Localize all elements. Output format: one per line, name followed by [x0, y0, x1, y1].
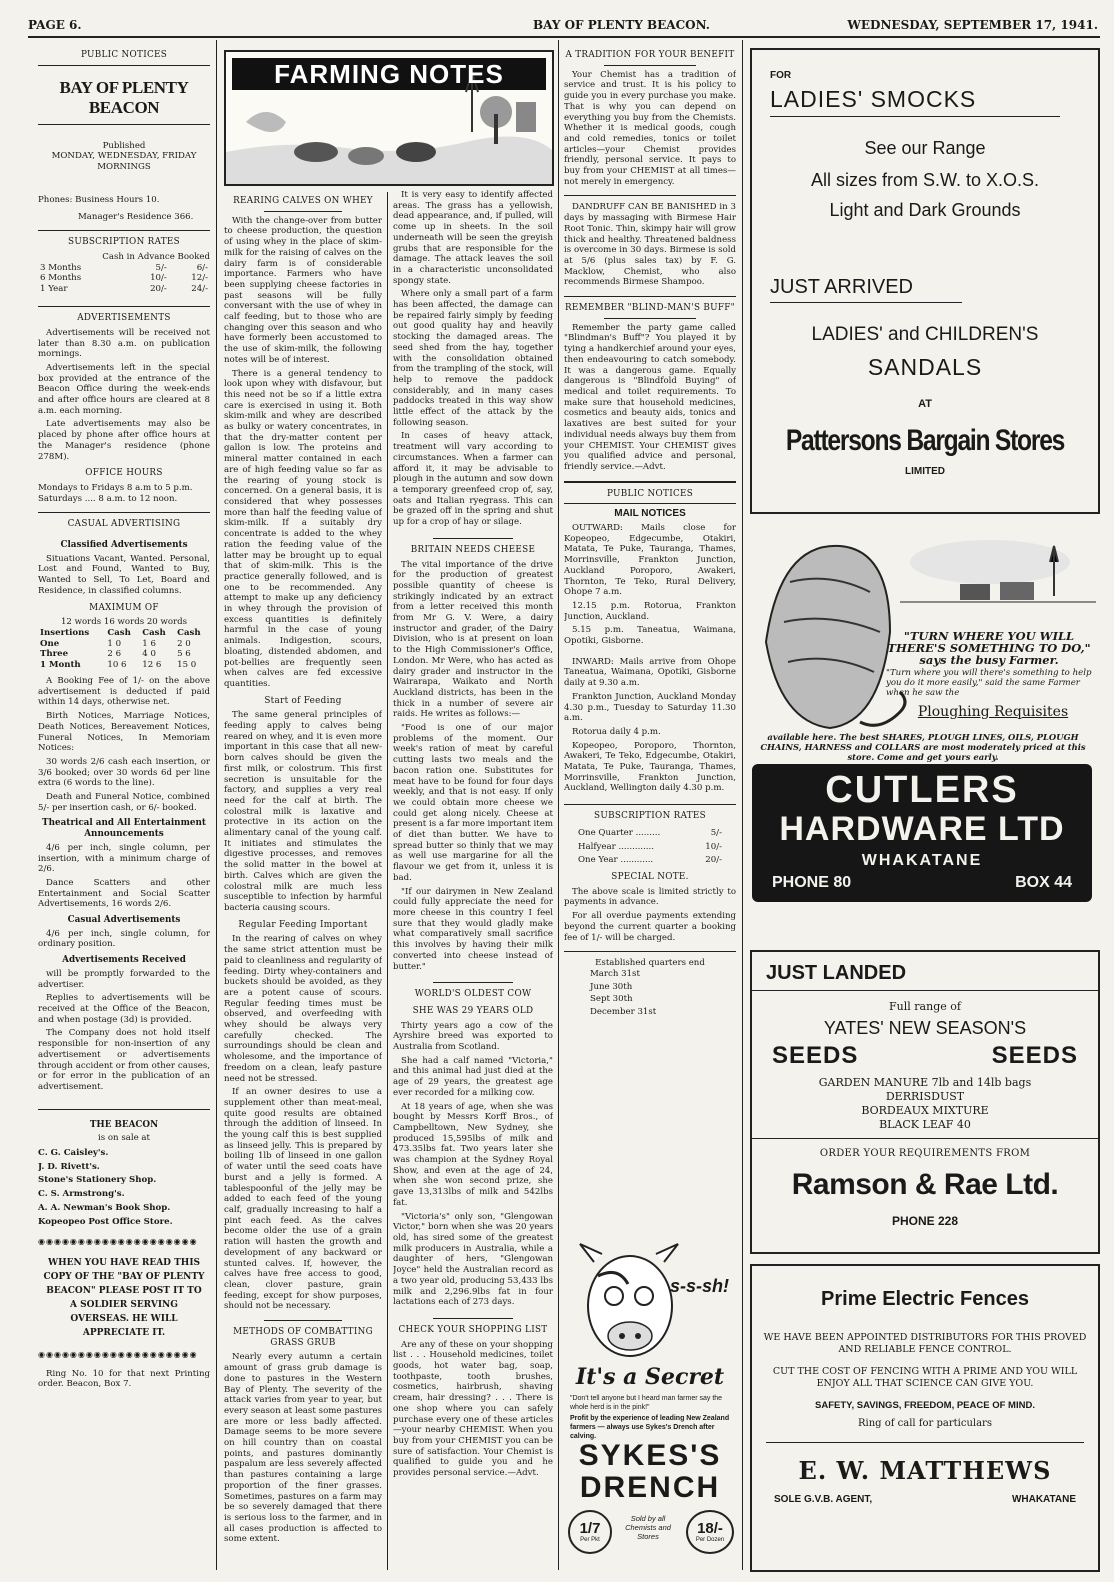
rates-row	[38, 284, 210, 295]
mail-inward: INWARD: Mails arrive from Ohope Taneatua, Waimana, Opotiki, Gisborne daily at 9.30 a.m.	[564, 656, 736, 689]
shopping-paragraph: Are any of these on your shopping list . . . Household medicines, toilet goods, hot water bag, soap, toothpaste, tooth brushes, cosmetics, hairbrush, shaving cream, hair dressing? . . . There is one shop where you can safely purchase every one of these articles—your nearby CHEMIST. When you buy from your CHEMIST you can be sure of satisfaction. Your Chemist is qualified to guide you and he provides personal service.—Advt.	[393, 1339, 553, 1479]
rate-booked: 6/-	[196, 262, 208, 273]
start-paragraph: The same general principles of feeding apply to calves being reared on whey, and it is even more important in this case that all new-born calves should be given the first milk, or colostrum. This first secretion is unsuitable for the factory, and supplies a very real need for the calf at birth. The colostral milk is laxative and protective in its action on the alimentary canal of the young calf. It initiates and stimulates the digestive processes, and removes the solid matter in the bowel at birth. Calves which are given the colostral milk are much less susceptible to infection by harmful bacteria causing scours.	[224, 710, 382, 913]
derrisdust: DERRISDUST	[885, 1090, 965, 1103]
cutlers-name1: CUTLERS	[825, 769, 1019, 811]
column-rule	[742, 40, 743, 1570]
cutlers-quote: "TURN WHERE YOU WILL THERE'S SOMETHING TO DO," says the busy Farmer.	[887, 629, 1091, 667]
arrived-underline	[770, 302, 962, 303]
grub-paragraph: It is very easy to identify affected areas. The grass has a yellowish, dead appearance, and, if pulled, will come up in sheets. In the soil underneath will be seen the greyish grubs that are responsible for the damage. The attack leaves the soil in a characteristic unconsolidated spongy state.	[393, 190, 553, 286]
mail-outward: OUTWARD: Mails close for Kopeopeo, Edgecumbe, Otakiri, Matata, Te Puke, Tauranga, Thames, Morrinsville, Frankton Junction, Auckland Poroporo, Awakeri, Thornton, Te Teko, Rural Delivery, Ohope 7 a.m.	[564, 523, 736, 598]
rate-period: 3 Months	[40, 262, 82, 273]
sykes-drench-ad	[564, 1236, 736, 1574]
column-rule	[387, 192, 388, 1570]
subscription-row	[578, 855, 722, 866]
insertions-cell: 2 0	[177, 638, 191, 649]
fences-appointed: WE HAVE BEEN APPOINTED DISTRIBUTORS FOR THIS PROVED AND RELIABLE FENCE CONTROL.	[763, 1332, 1087, 1355]
cow-heading: WORLD'S OLDEST COW	[414, 989, 532, 1000]
office-hours-heading: OFFICE HOURS	[85, 468, 163, 479]
britain-paragraph: "Food is one of our major problems of the moment. Our week's ration of meat by careful cutting lasts two meals and the bacon ration one. Substitutes for meat have to be found for four days weekly, and that is not easy. If only we could obtain more cheese we could get along nicely. Cheese at present is a far more important item of diet than butter. We have to spread butter so thinly that we may as well use margarine for all the flavour we get from it, unless it is bad.	[393, 723, 553, 883]
subscription-label: One Quarter .........	[578, 827, 661, 838]
rates-row	[38, 273, 210, 284]
beacon-heading: THE BEACON	[89, 1119, 159, 1130]
subscription-price: 5/-	[710, 827, 722, 838]
secret-title: It's a Secret	[575, 1364, 725, 1390]
cow-subheading: SHE WAS 29 YEARS OLD	[412, 1005, 534, 1016]
quarter-item: December 31st	[590, 1007, 657, 1018]
quarter-item: March 31st	[590, 968, 640, 979]
subscription-label: One Year ............	[578, 855, 654, 866]
regular-heading: Regular Feeding Important	[238, 919, 368, 930]
quarter-item: June 30th	[590, 981, 633, 992]
theatrical-text: 4/6 per inch, single column, per insertion, with a minimum charge of 2/6.	[38, 842, 210, 875]
cutlers-ad	[750, 522, 1096, 932]
insertions-cell: 4 0	[142, 649, 156, 659]
overdue-note: For all overdue payments extending beyond the current quarter a booking fee of 1/- will be charged.	[564, 911, 736, 943]
column-public-notices	[38, 44, 210, 1574]
publication-days: MONDAY, WEDNESDAY, FRIDAY MORNINGS	[51, 151, 197, 173]
page-header	[28, 18, 1098, 36]
mail-frankton: Frankton Junction, Auckland Monday 4.30 p.m., Tuesday to Saturday 11.30 a.m.	[564, 691, 736, 724]
published: Published	[102, 140, 146, 151]
rearing-heading: REARING CALVES ON WHEY	[233, 196, 373, 206]
grub-paragraph: Where only a small part of a farm has been affected, the damage can be repaired fairly simply by feeding out good quality hay and heavily stocking the damaged areas. The seed shed from the hay, together with the consolidation obtained from the trampling of the stock, will help to remove the paddock considerably, and in many cases paddocks treated in this way show little effect of the attack by the following season.	[393, 289, 553, 428]
order-text: ORDER YOUR REQUIREMENTS FROM	[819, 1148, 1031, 1159]
insertions-header-cell: Insertions	[40, 628, 90, 638]
issue-date: WEDNESDAY, SEPTEMBER 17, 1941.	[847, 18, 1098, 32]
insertions-cell: 2 6	[107, 649, 122, 659]
insertions-header	[38, 628, 210, 639]
farming-notes-banner	[224, 50, 554, 186]
price-dozen: 18/-	[697, 1520, 723, 1537]
classified-heading: Classified Advertisements	[60, 540, 188, 551]
rates-row	[38, 263, 210, 274]
adv-paragraph: Advertisements left in the special box provided at the entrance of the Beacon Office during the week-ends and after office hours are cleared at 8 a.m. each morning.	[38, 362, 210, 416]
insertions-table	[38, 628, 210, 670]
cutlers-town: WHAKATANE	[861, 852, 983, 869]
rearing-paragraph: There is a general tendency to look upon whey with disfavour, but this need not be so if a little extra care is exercised in using it. Both skim-milk and whey are described as bulky or watery concentrates, in that the dry-matter content per gallon is low. The proteins and mineral matter contained in each are of high feeding value so far as the rearing of young stock is concerned. On a general basis, it is considered that whey possesses more than half the feeding value of skim-milk. If a suitably dry concentrate is added to the whey ration the feeding value of the latter may be brought up to equal that of skim-milk. This is the practice generally followed, and is one to be recommended. Any attempt to make up any deficiency in whey through the provision of excess quantities is definitely harmful in the case of young animals. Indigestion, scours, bloating, distended abdomen, and pot-bellies are frequently seen when calves are fed excessive quantities.	[224, 368, 382, 689]
britain-heading: BRITAIN NEEDS CHEESE	[410, 544, 536, 555]
insertions-cell: Three	[40, 649, 69, 659]
casual-adv-heading: Casual Advertisements	[67, 915, 181, 926]
order-rule	[752, 1138, 1098, 1139]
agent-item: J. D. Rivett's.	[38, 1161, 100, 1172]
dance-text: Dance Scatters and other Entertainment and Social Scatter Advertisements, 16 words 2/6.	[38, 877, 210, 910]
births-notices: Birth Notices, Marriage Notices, Death Notices, Bereavement Notices, Funeral Notices, In Memoriam Notices:	[38, 711, 210, 754]
electric-fences-ad	[750, 1264, 1100, 1572]
sykes-quote: "Don't tell anyone but I heard man farmer say the whole herd is in the pink!"	[570, 1395, 723, 1411]
column-farming-left	[224, 190, 382, 1574]
rate-period: 1 Year	[40, 283, 68, 294]
insertions-cell: 10 6	[107, 659, 127, 670]
cutlers-available: available here. The best SHARES, PLOUGH LINES, OILS, PLOUGH CHAINS, HARNESS and COLLARS are most moderately priced at this store. Come and get yours early.	[760, 732, 1086, 762]
rate-cash: 10/-	[150, 273, 167, 284]
cash-booked-label: Cash in Advance Booked	[102, 251, 210, 262]
insertions-row	[38, 660, 210, 671]
ramson-rae-ad	[750, 950, 1100, 1254]
on-sale: is on sale at	[97, 1133, 150, 1144]
subscription-list	[578, 828, 722, 866]
ramson-name: Ramson & Rae Ltd.	[791, 1168, 1059, 1201]
mail-515: 5.15 p.m. Taneatua, Waimana, Opotiki, Gisborne.	[564, 625, 736, 647]
cutlers-phone: PHONE 80	[772, 874, 852, 891]
grub-paragraph: In cases of heavy attack, treatment will vary according to circumstances. When a farmer can afford it, it may be advisable to plough in the autumn and sow down a temporary greenfeed crop of, say, oats and Italian ryegrass. This can be grazed off in the spring and shut up for a crop of hay or silage.	[393, 431, 553, 528]
rate-cash: 5/-	[155, 262, 167, 273]
rate-period: 6 Months	[40, 273, 82, 284]
cutlers-name-block	[752, 764, 1092, 902]
mail-kopeopeo: Kopeopeo, Poroporo, Thornton, Awakeri, Te Teko, Edgecumbe, Otakiri, Matata, Te Puke, Tauranga, Thames, Morrinsville, Frankton Junction, Auckland, Wellington daily 4.30 p.m.	[564, 740, 736, 794]
subscription-label: Halfyear .............	[578, 841, 654, 852]
subscription-row	[578, 828, 722, 839]
ramson-phone: PHONE 228	[891, 1214, 959, 1228]
limited: LIMITED	[905, 466, 945, 477]
rate-booked: 12/-	[191, 273, 208, 284]
managers-residence: Manager's Residence 366.	[78, 211, 194, 222]
cow-paragraph: At 18 years of age, when she was bought by Messrs Korff Bros., of Campbelltown, New Sydney, she produced 15,595lbs of milk and 473.35lbs fat. Two years later she was champion at the Sydney Royal Show, and even at the age of 24, when she won second prize, she gave 13,313lbs of milk and 542lbs fat.	[393, 1101, 553, 1208]
adv-paragraph: Advertisements will be received not later than 8.30 a.m. on publication mornings.	[38, 327, 210, 360]
insertions-header-cell: Cash	[177, 628, 201, 638]
subscription-price: 10/-	[705, 841, 722, 852]
mail-1215: 12.15 p.m. Rotorua, Frankton Junction, Auckland.	[564, 600, 736, 622]
special-note: SPECIAL NOTE.	[611, 872, 689, 882]
britain-paragraph: The vital importance of the drive for the production of greatest possible quantity of cheese is strikingly indicated by an extract from a letter received this month from Mr G. V. Were, a dairy instructor and grader, of the Dairy Division, who is at present on loan to the High Commissioner's Office, London. Mr Were, who has acted as dairy grader and instructor in the Wairarapa, Waikato and North Auckland districts, has been in the thick in a number of severe air raids. He writes as follows:—	[393, 559, 553, 720]
insertions-header-cell: Cash	[107, 628, 131, 638]
drench-name: DRENCH	[579, 1471, 721, 1504]
mail-heading: MAIL NOTICES	[614, 508, 686, 520]
page-number: PAGE 6.	[28, 18, 82, 32]
insertions-cell: One	[40, 638, 60, 649]
smocks-underline	[770, 116, 1060, 117]
adv-paragraph: Late advertisements may also be placed by phone after office hours at the Manager's residence (phone 278M).	[38, 419, 210, 462]
insertions-header-cell: Cash	[142, 628, 166, 638]
phones: Phones: Business Hours 10.	[38, 194, 160, 205]
sykes-name: SYKES'S	[578, 1439, 722, 1472]
price-pkt-badge	[568, 1510, 612, 1554]
rate-booked: 24/-	[191, 283, 208, 294]
fences-rule	[766, 1442, 1084, 1443]
agent-item: A. A. Newman's Book Shop.	[38, 1202, 171, 1213]
soldier-notice: WHEN YOU HAVE READ THIS COPY OF THE "BAY OF PLENTY BEACON" PLEASE POST IT TO A SOLDIER SERVING OVERSEAS. HE WILL APPRECIATE IT.	[43, 1257, 205, 1338]
fences-safety: SAFETY, SAVINGS, FREEDOM, PEACE OF MIND.	[815, 1400, 1035, 1411]
insertions-row	[38, 639, 210, 650]
agent-item: C. G. Caisley's.	[38, 1148, 109, 1159]
shopping-heading: CHECK YOUR SHOPPING LIST	[398, 1324, 548, 1335]
insertions-cell: 1 Month	[40, 659, 81, 670]
quarters-list	[590, 969, 736, 1018]
advertisements-heading: ADVERTISEMENTS	[77, 313, 171, 324]
just-landed: JUST LANDED	[766, 962, 907, 984]
subscription-heading: SUBSCRIPTION RATES	[594, 811, 706, 822]
rates-table	[38, 263, 210, 295]
company-text: The Company does not hold itself responsible for non-insertion of any advertisement or advertisements through accident or from other causes, or for error in the publication of an advertisement.	[38, 1028, 210, 1092]
regular-paragraph: In the rearing of calves on whey the same strict attention must be paid to cleanliness and regularity of feeding. Dirty whey-containers and buckets should be avoided, as they are a potent cause of scours. Regular feeding times must be observed, and overfeeding with whey should be always very carefully checked. The surroundings should be clean and wholesome, and the importance of freedom on a clean, leafy pasture need not be stressed.	[224, 934, 382, 1084]
subscription-row	[578, 842, 722, 853]
booking-fee: A Booking Fee of 1/- on the above advertisement is deducted if paid within 14 days, otherwise net.	[38, 676, 210, 708]
casual-heading: CASUAL ADVERTISING	[67, 519, 181, 530]
store-name: Pattersons Bargain Stores	[785, 424, 1065, 457]
matthews-name: E. W. MATTHEWS	[798, 1456, 1052, 1485]
insertions-cell: 12 6	[142, 659, 162, 670]
fences-cut: CUT THE COST OF FENCING WITH A PRIME AND YOU WILL ENJOY ALL THAT SCIENCE CAN GIVE YOU.	[772, 1366, 1078, 1389]
scale-note: The above scale is limited strictly to payments in advance.	[564, 886, 736, 908]
column-rule	[558, 40, 559, 1570]
casual-adv-text: 4/6 per inch, single column, for ordinary position.	[38, 928, 210, 950]
methods-heading: METHODS OF COMBATTING GRASS GRUB	[233, 1327, 373, 1348]
methods-paragraph: Nearly every autumn a certain amount of grass grub damage is done to pastures in the Western Bay of Plenty. The severity of the attack varies from year to year, but every season at least some pastures are more or less badly affected. Damage seems to be more severe on hill country than on coastal points, and pastures dominantly paspalum are less severely affected than pastures containing a large proportion of the finer grasses. Sometimes, pastures on a farm may be so severely damaged that there is serious loss to the farmer, and in all cases production is affected to some extent.	[224, 1352, 382, 1545]
price-dozen-badge	[686, 1510, 734, 1554]
column-rule	[216, 40, 217, 1570]
fences-ring: Ring of call for particulars	[858, 1418, 992, 1429]
subscription-heading: SUBSCRIPTION RATES	[68, 237, 180, 248]
shh-text: s-s-sh!	[670, 1276, 730, 1296]
sold-by: Sold by all Chemists and Stores	[625, 1514, 671, 1541]
ornament-divider: ◉◉◉◉◉◉◉◉◉◉◉◉◉◉◉◉◉◉◉◉	[38, 1237, 198, 1247]
cutlers-box: BOX 44	[1015, 874, 1072, 891]
ornament-divider: ◉◉◉◉◉◉◉◉◉◉◉◉◉◉◉◉◉◉◉◉	[38, 1349, 198, 1359]
ad-for: FOR	[770, 70, 792, 81]
ladies-children: LADIES' and CHILDREN'S	[811, 324, 1039, 345]
rate-cash: 20/-	[150, 283, 167, 294]
replies-text: Replies to advertisements will be received at the Office of the Beacon, and when postage (3d) is provided.	[38, 993, 210, 1025]
words-30: 30 words 2/6 cash each insertion, or 3/6 booked; over 30 words 6d per line extra (6 words to the line).	[38, 756, 210, 789]
matthews-town: WHAKATANE	[1011, 1494, 1076, 1505]
theatrical-heading: Theatrical and All Entertainment Announcements	[42, 818, 206, 840]
insertions-cell: 1 6	[142, 638, 156, 649]
insertions-cell: 15 0	[177, 659, 197, 670]
regular-paragraph: If an owner desires to use a supplement other than meat-meal, quite good results are obtained through the addition of linseed. In the young calf this is best supplied as linseed jelly. This is prepared by boiling 1lb of linseed in one gallon of water until the seed coats have burst and a jelly is formed. A tablespoonful of the jelly may be added to each feed of the young calf, gradually increasing to half a pint each feed. As the calves become older the use of a grain ration will hasten the growth and development of any backward or stunted calves. If, however, the calves have free access to good, clean, clover pasture, grain feeding, except for show purposes, should not be necessary.	[224, 1087, 382, 1312]
cow-paragraph: Thirty years ago a cow of the Ayrshire breed was exported to Australia from Scotland.	[393, 1020, 553, 1053]
masthead: BAY OF PLENTY BEACON	[59, 77, 189, 117]
full-range: Full range of	[889, 1000, 961, 1013]
maximum-heading: MAXIMUM OF	[89, 602, 159, 613]
death-notice: Death and Funeral Notice, combined 5/- per insertion cash, or 6/- booked.	[38, 792, 210, 813]
adv-received-text: will be promptly forwarded to the advertiser.	[38, 968, 210, 990]
smocks-title: LADIES' SMOCKS	[770, 86, 977, 112]
start-heading: Start of Feeding	[264, 695, 342, 706]
just-arrived: JUST ARRIVED	[770, 276, 913, 298]
plough-illustration	[750, 522, 1096, 734]
sykes-profit: Profit by the experience of leading New Zealand farmers — always use Sykes's Drench after calving.	[570, 1415, 730, 1440]
yates: YATES' NEW SEASON'S	[823, 1018, 1027, 1038]
banner-title: FARMING NOTES	[274, 59, 504, 89]
tradition-paragraph: Your Chemist has a tradition of service and trust. It is his policy to guide you in every purchase you make. That is why you can depend on everything you buy from the Chemists. Whether it is medical goods, cough and cold remedies, tonics or toilet articles—your Chemist provides friendly, personal service. It pays to buy from your CHEMIST at all times—not merely in emergency.	[564, 69, 736, 187]
insertions-cell: 5 6	[177, 649, 191, 659]
fences-title: Prime Electric Fences	[821, 1288, 1029, 1310]
cow-illustration	[564, 1236, 736, 1366]
cutlers-quote2: "Turn where you will there's something to help you do it more easily," said the same Farmer when he saw the	[886, 668, 1092, 698]
britain-paragraph: "If our dairymen in New Zealand could fully appreciate the need for more cheese in this country I feel sure that they would gladly make what comparatively small sacrifice this involves by having their milk converted into cheese instead of butter."	[393, 886, 553, 972]
blind-paragraph: Remember the party game called "Blindman's Buff"? You played it by tying a handkerchief around your eyes, then endeavouring to catch somebody. It was a dangerous game. Equally dangerous is "Blindfold Buying" of medical and toilet requirements. To make sure that household medicines, cosmetics and beauty aids, tonics and laxatives are best suited for your individual needs always buy them from your CHEMIST. Your CHEMIST gives you qualified advice and personal, friendly service.—Advt.	[564, 322, 736, 472]
cutlers-name2: HARDWARE LTD	[779, 810, 1065, 848]
cow-paragraph: "Victoria's" only son, "Glengowan Victor," born when she was 20 years old, has sired some of the greatest milk producers in Australia, while a daughter of hers, "Glengowan Joyce" held the Australian record as a two year old, producing 53,433 lbs milk and 2,296.9lbs fat in four lactations each of 273 days.	[393, 1211, 553, 1308]
office-hours-saturday: Saturdays .... 8 a.m. to 12 noon.	[38, 493, 178, 504]
seeds-left: SEEDS	[772, 1042, 859, 1069]
seeds-right: SEEDS	[991, 1042, 1078, 1069]
cow-paragraph: She had a calf named "Victoria," and this animal had just died at the age of 29 years, the greatest age ever recorded for a milking cow.	[393, 1055, 553, 1098]
insertions-row	[38, 649, 210, 660]
agents-list	[38, 1148, 210, 1227]
per-pkt: Per Pkt	[580, 1537, 600, 1543]
subscription-price: 20/-	[705, 855, 722, 866]
agent-item: C. S. Armstrong's.	[38, 1189, 125, 1200]
words-heading: 12 words 16 words 20 words	[60, 617, 188, 628]
column-farming-right	[393, 190, 553, 1574]
at: AT	[918, 398, 932, 410]
quarters-heading: Established quarters end	[595, 958, 705, 969]
pattersons-ad	[750, 48, 1100, 514]
sandals: SANDALS	[867, 354, 983, 380]
ploughing-requisites: Ploughing Requisites	[917, 704, 1069, 720]
black-leaf: BLACK LEAF 40	[879, 1118, 971, 1131]
agent-item: Stone's Stationery Shop.	[38, 1175, 157, 1186]
per-dozen: Per Dozen	[695, 1537, 725, 1543]
paper-name: BAY OF PLENTY BEACON.	[533, 18, 710, 32]
matthews-agent: SOLE G.V.B. AGENT,	[774, 1494, 873, 1505]
public-notices-heading: PUBLIC NOTICES	[606, 488, 694, 499]
agent-item: Kopeopeo Post Office Store.	[38, 1216, 173, 1227]
blind-heading: REMEMBER "BLIND-MAN'S BUFF"	[564, 303, 736, 314]
classified-text: Situations Vacant, Wanted. Personal, Lost and Found, Wanted to Buy, Wanted to Sell, To Let, Board and Residence, in classified columns.	[38, 553, 210, 596]
price-pkt: 1/7	[579, 1520, 601, 1537]
column-notices	[564, 44, 736, 1254]
ring-notice: Ring No. 10 for that next Printing order. Beacon, Box 7.	[38, 1368, 210, 1390]
dandruff-paragraph: DANDRUFF CAN BE BANISHED in 3 days by massaging with Birmese Hair Root Tonic. Thin, skimpy hair will grow thick and healthy. Threatened baldness is overcome in 30 days. Birmese is sold at 5/6 (plus sales tax) by F. G. Macklow, Chemist, who also recommends Birmese Shampoo.	[564, 202, 736, 288]
bordeaux: BORDEAUX MIXTURE	[861, 1104, 989, 1117]
see-range: See our Range	[864, 138, 986, 158]
header-rule	[28, 36, 1100, 38]
office-hours-weekdays: Mondays to Fridays 8 a.m to 5 p.m.	[38, 482, 193, 493]
quarter-item: Sept 30th	[590, 994, 633, 1005]
tradition-heading: A TRADITION FOR YOUR BENEFIT	[565, 50, 735, 60]
mail-rotorua: Rotorua daily 4 p.m.	[572, 726, 661, 737]
insertions-cell: 1 0	[107, 638, 122, 649]
section-heading: PUBLIC NOTICES	[80, 50, 168, 60]
adv-received-heading: Advertisements Received	[62, 955, 186, 966]
rearing-paragraph: With the change-over from butter to cheese production, the question of using whey in the place of skim-milk for the raising of calves on the dairy farm is of considerable importance. Farmers who have been supplying cheese factories in past seasons will be fully conversant with the use of whey in calf feeding, but to those who are changing over this season and who have formerly been accustomed to the use of skim-milk, the following notes will be of interest.	[224, 215, 382, 365]
grounds: Light and Dark Grounds	[829, 200, 1021, 220]
garden-manure: GARDEN MANURE 7lb and 14lb bags	[818, 1076, 1032, 1089]
landed-rule	[752, 990, 1098, 991]
sizes: All sizes from S.W. to X.O.S.	[810, 170, 1040, 190]
